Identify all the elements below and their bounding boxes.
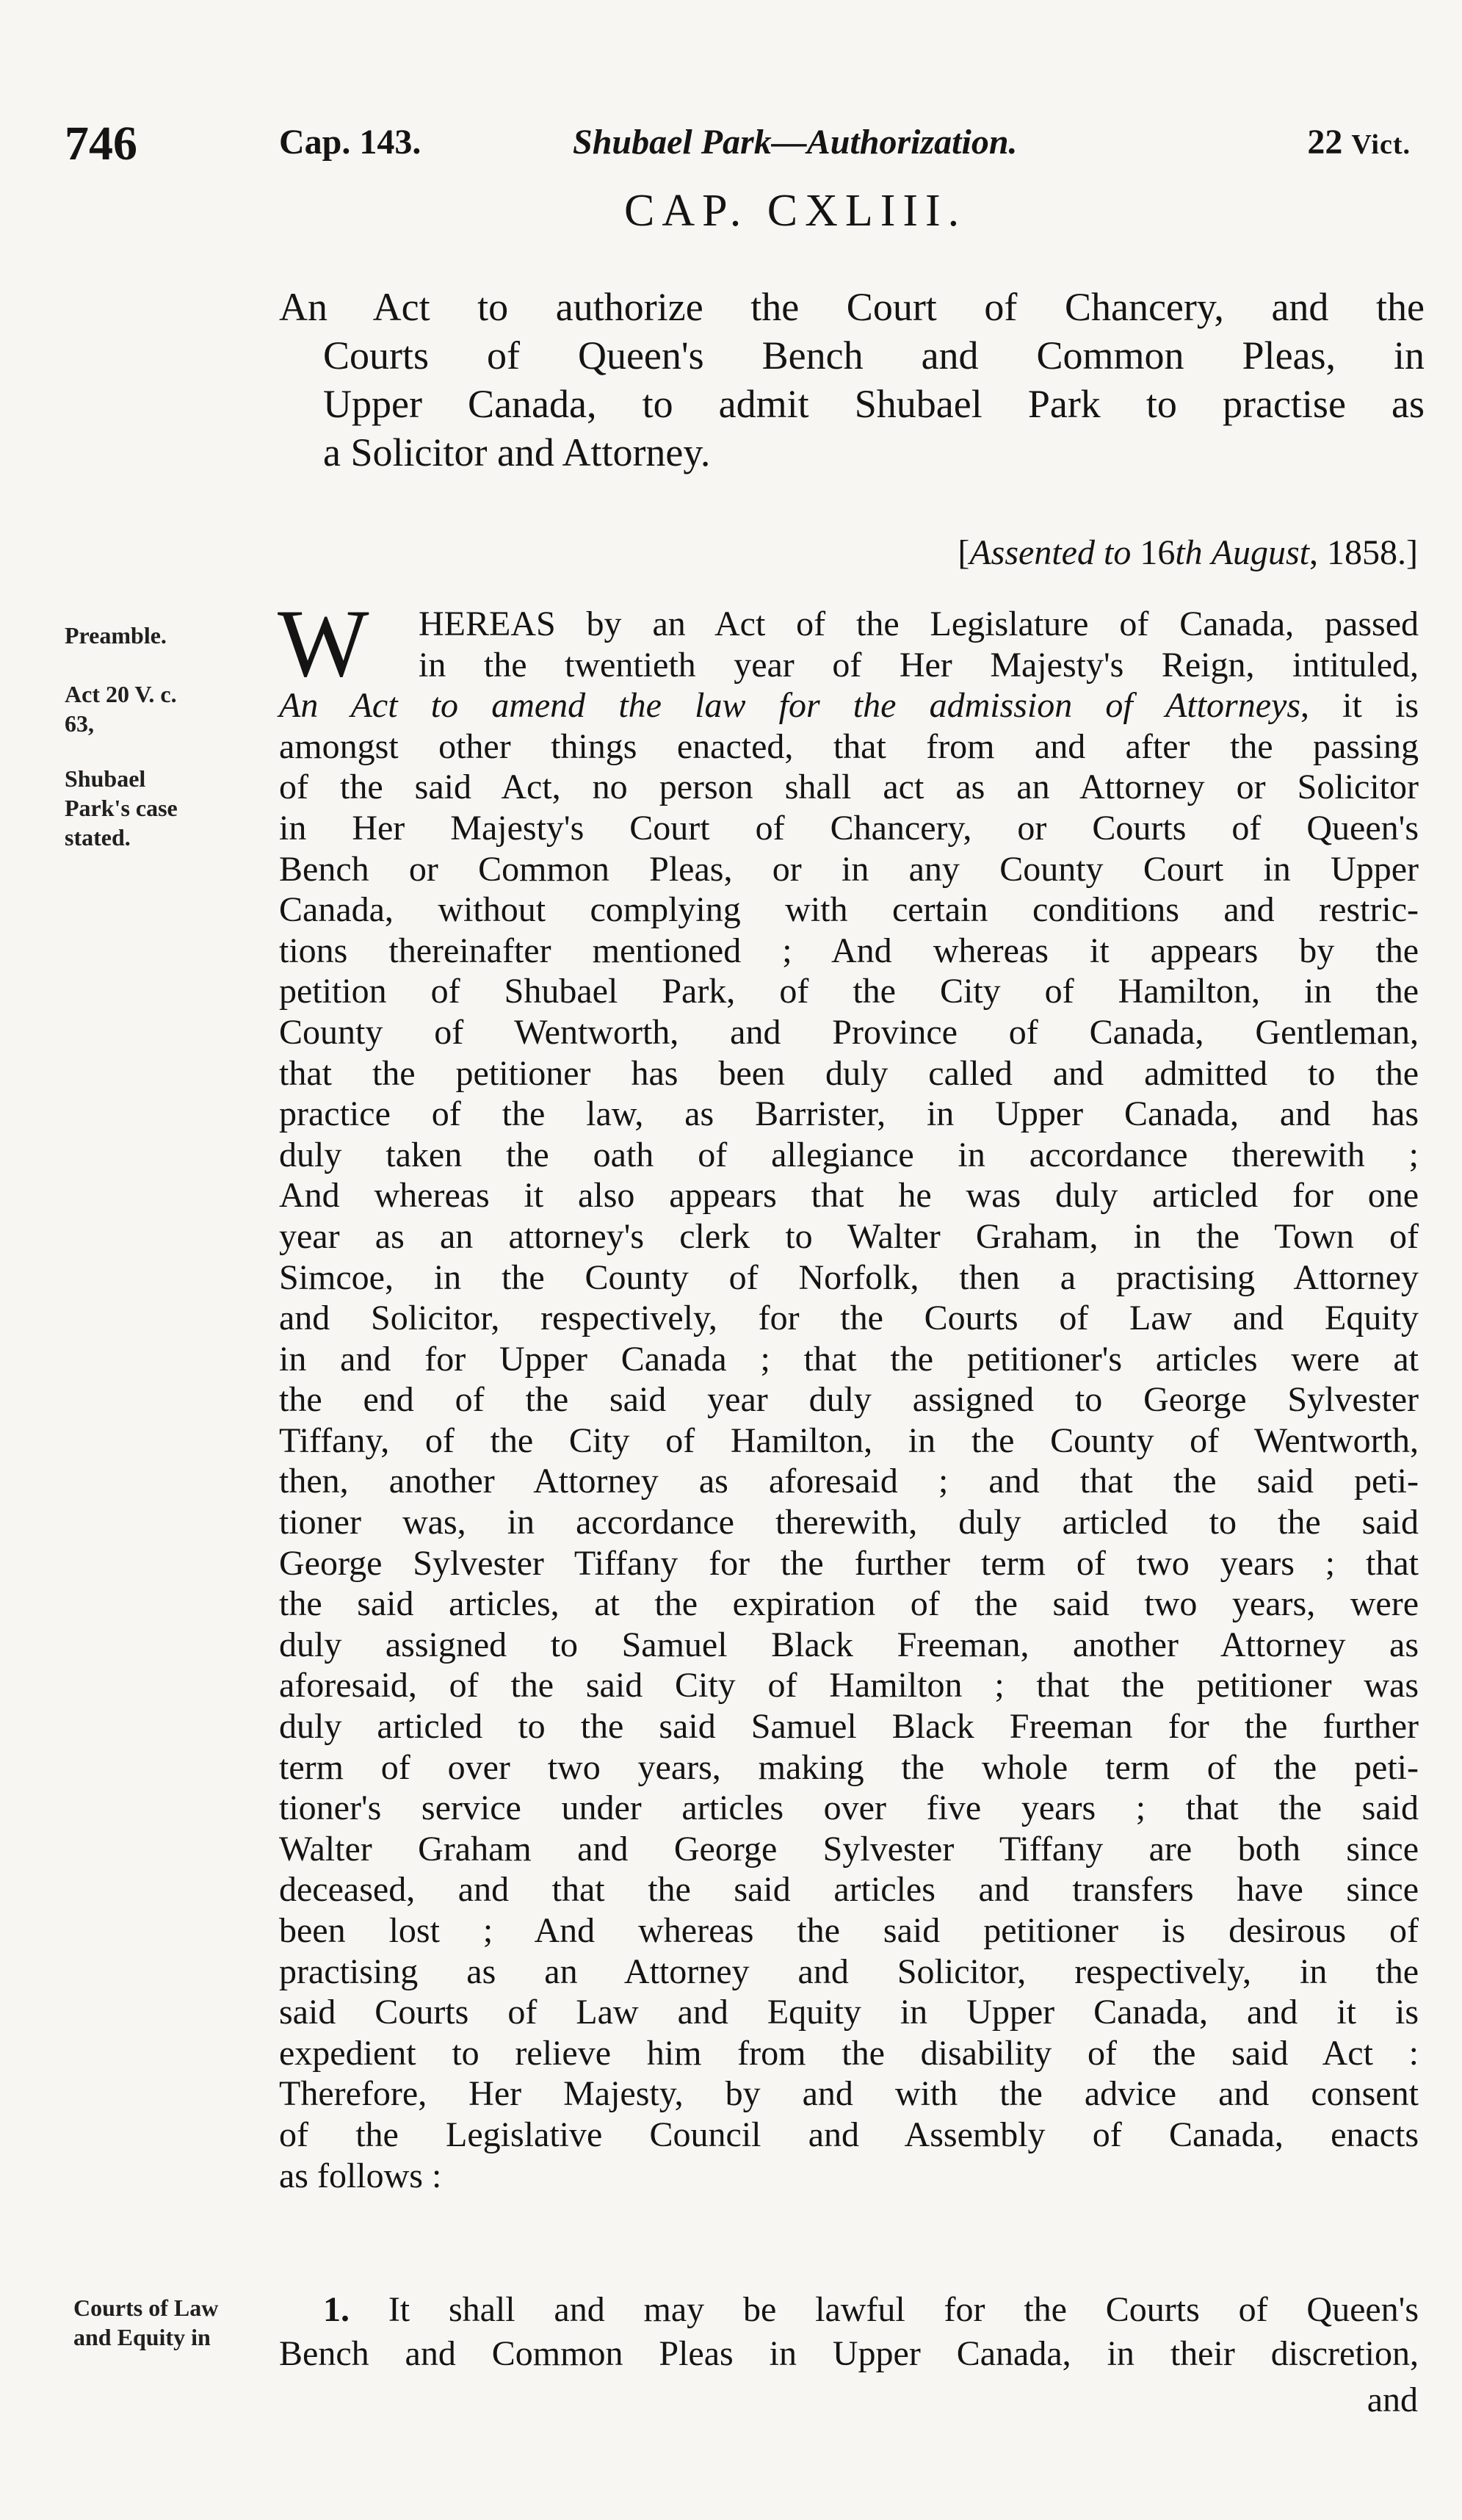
text-line: 1. It shall and may be lawful for the Courts of Queen's	[279, 2288, 1419, 2332]
text-line: Bench and Common Pleas in Upper Canada, in their discretion,	[279, 2334, 1419, 2373]
text-line: George Sylvester Tiffany for the further term of two years ; that	[279, 1543, 1419, 1583]
text-line: Walter Graham and George Sylvester Tiffany are both since	[279, 1829, 1419, 1869]
text-line: And whereas it also appears that he was duly articled for one	[279, 1176, 1419, 1216]
text-line: deceased, and that the said articles and transfers have since	[279, 1870, 1419, 1910]
text-line: Simcoe, in the County of Norfolk, then a practising Attorney	[279, 1257, 1419, 1297]
text-line: Canada, without complying with certain conditions and restric-	[279, 890, 1419, 930]
text-line: tioner's service under articles over five years ; that the said	[279, 1788, 1419, 1828]
text-line: and Solicitor, respectively, for the Courts of Law and Equity	[279, 1299, 1419, 1338]
text-line: that the petitioner has been duly called and admitted to the	[279, 1053, 1419, 1093]
text-line: been lost ; And whereas the said petitioner is desirous of	[279, 1911, 1419, 1950]
assent-date: [Assented to 16th August, 1858.]	[958, 533, 1418, 572]
text-line: the end of the said year duly assigned to George Sylvester	[279, 1380, 1419, 1420]
long-title-line: An Act to authorize the Court of Chancery, and the	[279, 285, 1425, 329]
text-line: An Act to amend the law for the admission of Attorneys, it is	[279, 686, 1419, 726]
text-line: of the said Act, no person shall act as an Attorney or Solicitor	[279, 768, 1419, 807]
drop-cap: W	[278, 589, 369, 697]
text-line: County of Wentworth, and Province of Canada, Gentleman,	[279, 1012, 1419, 1052]
long-title-line: a Solicitor and Attorney.	[323, 430, 711, 474]
text-line: expedient to relieve him from the disability of the said Act :	[279, 2033, 1419, 2073]
text-line: then, another Attorney as aforesaid ; and that the said peti-	[279, 1462, 1419, 1501]
catchword: and	[1367, 2380, 1418, 2419]
text-line: petition of Shubael Park, of the City of Hamilton, in the	[279, 972, 1419, 1011]
text-line: duly assigned to Samuel Black Freeman, another Attorney as	[279, 1625, 1419, 1664]
text-line: Tiffany, of the City of Hamilton, in the County of Wentworth,	[279, 1420, 1419, 1460]
header-chapter: Cap. 143.	[279, 123, 421, 162]
margin-note-act-reference: Act 20 V. c. 63,	[65, 681, 177, 737]
text-line: Therefore, Her Majesty, by and with the advice and consent	[279, 2074, 1419, 2114]
long-title	[279, 283, 1425, 477]
text-line: duly taken the oath of allegiance in accordance therewith ;	[279, 1135, 1419, 1174]
text-line: aforesaid, of the said City of Hamilton ; that the petitioner was	[279, 1666, 1419, 1705]
margin-note-courts: Courts of Law and Equity in	[73, 2295, 219, 2350]
text-line: practice of the law, as Barrister, in Upper Canada, and has	[279, 1094, 1419, 1134]
long-title-line: Courts of Queen's Bench and Common Pleas, in	[323, 333, 1425, 378]
text-line: in the twentieth year of Her Majesty's Reign, intituled,	[419, 645, 1419, 685]
chapter-heading: CAP. CXLIII.	[624, 186, 967, 236]
text-line: year as an attorney's clerk to Walter Graham, in the Town of	[279, 1216, 1419, 1256]
text-line: tioner was, in accordance therewith, duly articled to the said	[279, 1503, 1419, 1542]
text-line: Bench or Common Pleas, or in any County Court in Upper	[279, 849, 1419, 889]
text-line: said Courts of Law and Equity in Upper Canada, and it is	[279, 1993, 1419, 2032]
header-title: Shubael Park—Authorization.	[573, 123, 1018, 162]
text-line: duly articled to the said Samuel Black Freeman for the further	[279, 1707, 1419, 1747]
text-line: the said articles, at the expiration of the said two years, were	[279, 1584, 1419, 1624]
text-line: practising as an Attorney and Solicitor, respectively, in the	[279, 1952, 1419, 1991]
margin-note-case: Shubael Park's case stated.	[65, 765, 178, 851]
section-1	[279, 2288, 1419, 2376]
text-line: amongst other things enacted, that from and after the passing	[279, 726, 1419, 766]
text-line: tions thereinafter mentioned ; And whereas it appears by the	[279, 931, 1419, 970]
page-number: 746	[65, 117, 137, 170]
header-regnal-year: 22 Vict.	[1307, 123, 1411, 162]
preamble-text	[279, 604, 1419, 2196]
text-line: of the Legislative Council and Assembly of Canada, enacts	[279, 2115, 1419, 2154]
text-line: in Her Majesty's Court of Chancery, or Courts of Queen's	[279, 808, 1419, 848]
long-title-line: Upper Canada, to admit Shubael Park to practise as	[323, 382, 1425, 426]
text-line: HEREAS by an Act of the Legislature of Canada, passed	[419, 604, 1419, 643]
act-title-citation: An Act to amend the law for the admission of Attorneys	[279, 686, 1301, 726]
text-line: as follows :	[279, 2156, 442, 2195]
text-line: term of over two years, making the whole term of the peti-	[279, 1747, 1419, 1787]
running-header	[0, 116, 1462, 182]
section-number: 1.	[323, 2290, 350, 2329]
margin-note-preamble: Preamble.	[65, 622, 167, 649]
text-line: in and for Upper Canada ; that the petitioner's articles were at	[279, 1339, 1419, 1379]
